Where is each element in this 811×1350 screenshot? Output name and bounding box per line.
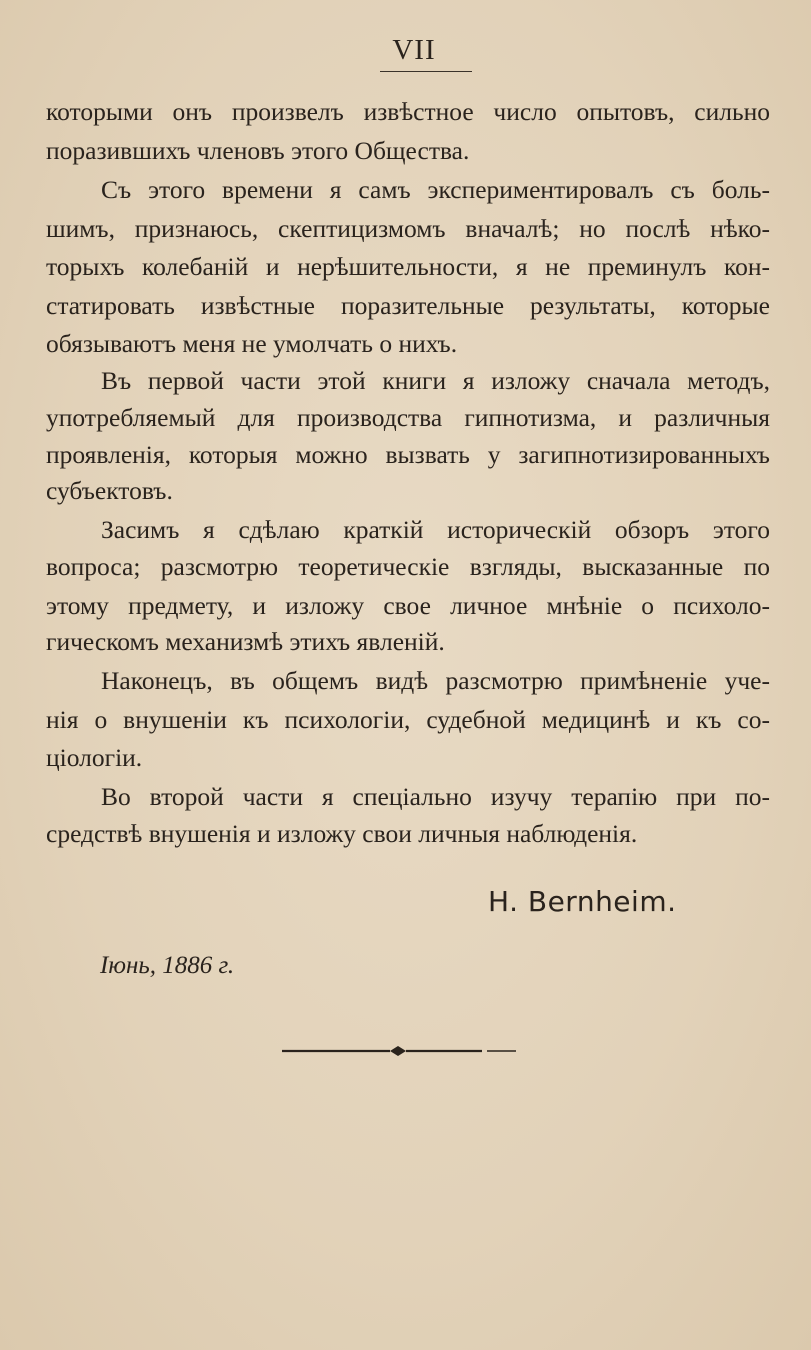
text-line: субъектовъ. bbox=[46, 476, 173, 505]
text-line: торыхъ колебаній и нерѣшительности, я не преминулъ кон- bbox=[46, 252, 770, 281]
text-line: которыми онъ произвелъ извѣстное число опытовъ, сильно bbox=[46, 97, 770, 126]
text-line: нія о внушеніи къ психологіи, судебной медицинѣ и къ со- bbox=[46, 705, 770, 734]
text-line: шимъ, признаюсь, скептицизмомъ вначалѣ; но послѣ нѣко- bbox=[46, 214, 770, 243]
text-line: вопроса; разсмотрю теоретическіе взгляды, высказанные по bbox=[46, 552, 770, 581]
text-line: этому предмету, и изложу свое личное мнѣніе о психоло- bbox=[46, 591, 770, 620]
text-line: Наконецъ, въ общемъ видѣ разсмотрю примѣненіе уче- bbox=[101, 666, 770, 695]
text-line: поразившихъ членовъ этого Общества. bbox=[46, 136, 470, 165]
text-line: средствѣ внушенія и изложу свои личныя наблюденія. bbox=[46, 819, 638, 848]
text-line: обязываютъ меня не умолчать о нихъ. bbox=[46, 329, 458, 358]
text-line: Засимъ я сдѣлаю краткій историческій обзоръ этого bbox=[101, 515, 770, 544]
text-line: употребляемый для производства гипнотизма, и различныя bbox=[46, 403, 770, 432]
text-line: Въ первой части этой книги я изложу сначала методъ, bbox=[101, 366, 770, 395]
text-line: проявленія, которыя можно вызвать у загипнотизированныхъ bbox=[46, 440, 770, 469]
author-signature: H. Bernheim. bbox=[488, 885, 677, 918]
text-line: гическомъ механизмѣ этихъ явленій. bbox=[46, 627, 445, 656]
ornament-divider bbox=[282, 1041, 516, 1061]
text-line: Съ этого времени я самъ экспериментировалъ съ боль- bbox=[101, 175, 770, 204]
text-line: Во второй части я спеціально изучу терапію при по- bbox=[101, 782, 770, 811]
ornament-diamond bbox=[390, 1046, 406, 1056]
header-rule bbox=[380, 71, 472, 72]
text-line: статировать извѣстные поразительные результаты, которые bbox=[46, 291, 770, 320]
page-number: VII bbox=[392, 34, 436, 66]
date-line: Іюнь, 1886 г. bbox=[100, 952, 235, 979]
text-line: ціологіи. bbox=[46, 743, 143, 772]
